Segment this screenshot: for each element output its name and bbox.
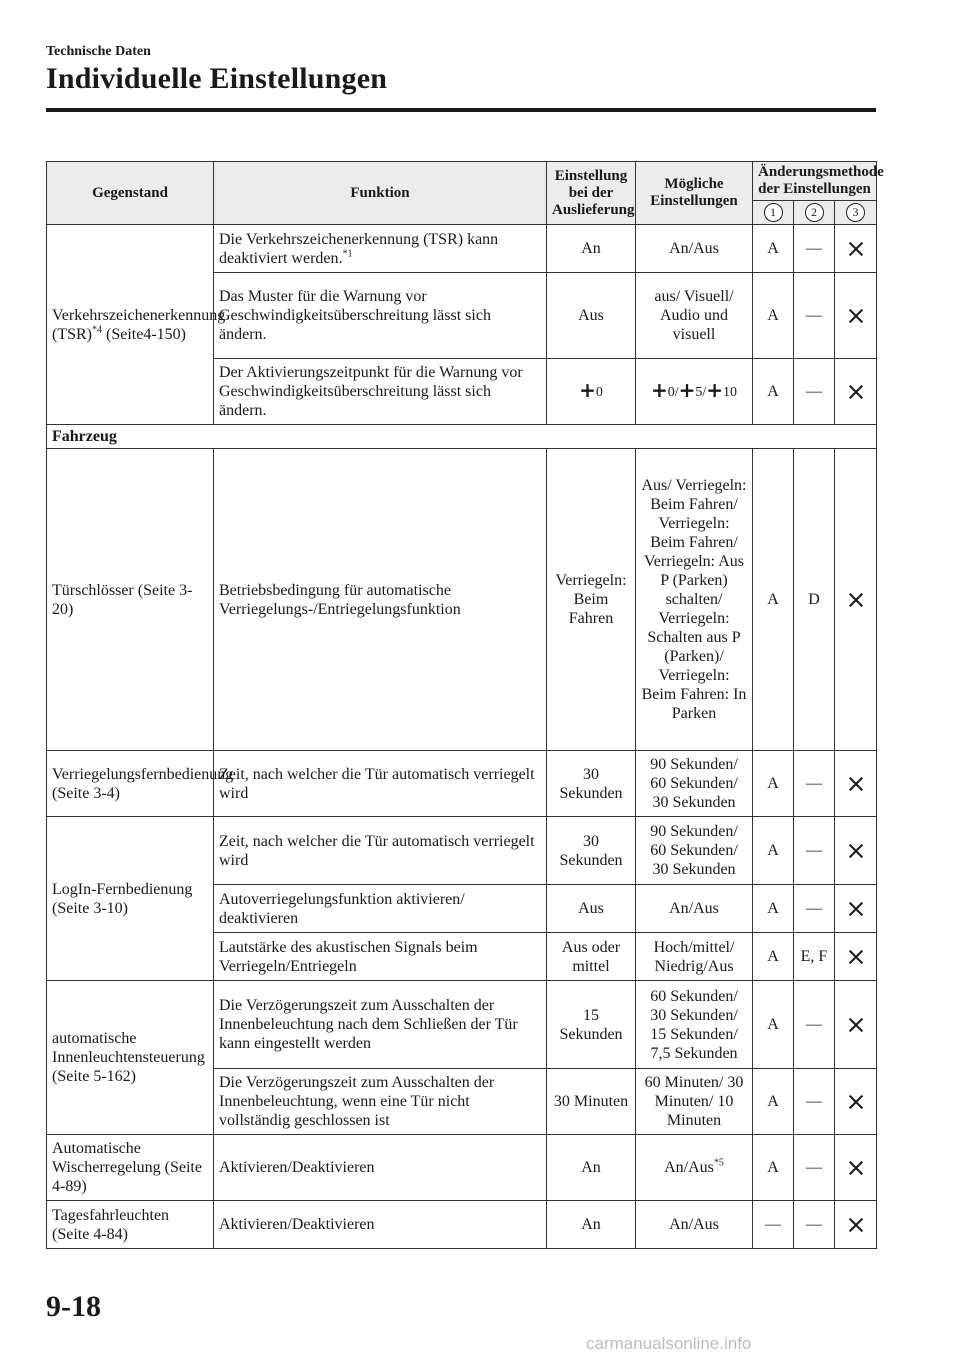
factory-cell: Aus <box>547 885 636 933</box>
cross-icon <box>848 1094 864 1110</box>
method3-cell <box>835 1069 877 1135</box>
header-possible: Mögliche Einstellungen <box>636 162 753 225</box>
factory-cell: Aus oder mittel <box>547 933 636 981</box>
cross-icon <box>848 1017 864 1033</box>
plus-icon: + <box>706 377 724 402</box>
header-function: Funktion <box>214 162 547 225</box>
method2-cell: — <box>794 273 835 359</box>
possible-cell: 90 Sekunden/ 60 Sekunden/ 30 Sekunden <box>636 751 753 817</box>
function-cell: Lautstärke des akustischen Signals beim Verriegeln/Entriegeln <box>214 933 547 981</box>
item-cell: Automatische Wischerregelung (Seite 4-89) <box>47 1135 214 1201</box>
function-cell: Aktivieren/Deaktivieren <box>214 1135 547 1201</box>
possible-cell: An/Aus <box>636 885 753 933</box>
item-cell: automatische Innenleuchtensteuerung (Seite 5-162) <box>47 981 214 1135</box>
possible-cell: An/Aus$^{*5}$ <box>636 1135 753 1201</box>
possible-cell: An/Aus <box>636 1201 753 1249</box>
method3-cell <box>835 817 877 885</box>
method3-cell <box>835 273 877 359</box>
factory-cell: An <box>547 1135 636 1201</box>
possible-cell: Aus/ Verriegeln: Beim Fahren/ Verriegeln: Beim Fahren/ Verriegeln: Aus P (Parken) schalten/ Verriegeln: Schalten aus P (Parken)/ Verriegeln: Beim Fahren: In Parken <box>636 449 753 751</box>
cross-icon <box>848 843 864 859</box>
cross-icon <box>848 308 864 324</box>
factory-cell: 30 Sekunden <box>547 817 636 885</box>
cross-icon <box>848 1217 864 1233</box>
method1-cell: A <box>753 1135 794 1201</box>
method2-cell: — <box>794 885 835 933</box>
circled-number-2: 2 <box>805 203 824 222</box>
table-row <box>47 751 877 817</box>
method1-cell: A <box>753 449 794 751</box>
group-row <box>47 425 877 449</box>
factory-cell: Verriegeln: Beim Fahren <box>547 449 636 751</box>
possible-cell: aus/ Visuell/ Audio und visuell <box>636 273 753 359</box>
table-row <box>47 981 877 1069</box>
function-cell: Die Verzögerungszeit zum Ausschalten der Innenbeleuchtung nach dem Schließen der Tür kann eingestellt werden <box>214 981 547 1069</box>
possible-cell: Hoch/mittel/ Niedrig/Aus <box>636 933 753 981</box>
method3-cell <box>835 885 877 933</box>
factory-cell: 30 Minuten <box>547 1069 636 1135</box>
factory-cell: 30 Sekunden <box>547 751 636 817</box>
factory-cell: Aus <box>547 273 636 359</box>
method2-cell: — <box>794 981 835 1069</box>
table-row <box>47 817 877 885</box>
possible-cell: 90 Sekunden/ 60 Sekunden/ 30 Sekunden <box>636 817 753 885</box>
method1-cell: — <box>753 1201 794 1249</box>
cross-icon <box>848 949 864 965</box>
method2-cell: — <box>794 817 835 885</box>
watermark: carmanualsonline.info <box>586 1334 752 1353</box>
item-cell: Tagesfahrleuchten (Seite 4-84) <box>47 1201 214 1249</box>
method3-cell <box>835 449 877 751</box>
plus-icon: + <box>579 377 596 402</box>
method1-cell: A <box>753 225 794 273</box>
item-cell: Verriegelungsfernbedienung (Seite 3-4) <box>47 751 214 817</box>
header-method: Änderungsmethode der Einstellungen <box>753 162 877 201</box>
table-row <box>47 1201 877 1249</box>
method1-cell: A <box>753 751 794 817</box>
method2-cell: — <box>794 359 835 425</box>
page-number: 9-18 <box>46 1290 101 1323</box>
method1-cell: A <box>753 817 794 885</box>
table-row <box>47 1135 877 1201</box>
table-header-row <box>47 162 877 201</box>
method2-cell: — <box>794 751 835 817</box>
function-cell: Zeit, nach welcher die Tür automatisch verriegelt wird <box>214 751 547 817</box>
table-row <box>47 449 877 751</box>
title-rule <box>46 108 876 112</box>
circled-number-3: 3 <box>846 203 865 222</box>
function-cell: Zeit, nach welcher die Tür automatisch verriegelt wird <box>214 817 547 885</box>
factory-cell: 15 Sekunden <box>547 981 636 1069</box>
factory-cell: An <box>547 1201 636 1249</box>
header-item: Gegenstand <box>47 162 214 225</box>
method1-cell: A <box>753 1069 794 1135</box>
header-method-1 <box>753 201 794 225</box>
cross-icon <box>848 901 864 917</box>
factory-cell: +0 <box>547 359 636 425</box>
header-factory: Einstellung bei der Auslieferung <box>547 162 636 225</box>
possible-cell: 60 Minuten/ 30 Minuten/ 10 Minuten <box>636 1069 753 1135</box>
plus-icon: + <box>678 377 696 402</box>
method2-cell: — <box>794 1069 835 1135</box>
method2-cell: — <box>794 1201 835 1249</box>
item-cell: Türschlösser (Seite 3-20) <box>47 449 214 751</box>
function-cell: Der Aktivierungszeitpunkt für die Warnung vor Geschwindigkeitsüberschreitung lässt sich ändern. <box>214 359 547 425</box>
method1-cell: A <box>753 359 794 425</box>
group-vehicle: Fahrzeug <box>47 425 877 449</box>
cross-icon <box>848 776 864 792</box>
cross-icon <box>848 1160 864 1176</box>
method3-cell <box>835 981 877 1069</box>
method2-cell: E, F <box>794 933 835 981</box>
method1-cell: A <box>753 981 794 1069</box>
plus-icon: + <box>650 377 668 402</box>
function-cell: Das Muster für die Warnung vor Geschwindigkeitsüberschreitung lässt sich ändern. <box>214 273 547 359</box>
method2-cell: D <box>794 449 835 751</box>
method1-cell: A <box>753 273 794 359</box>
settings-table <box>46 161 884 1249</box>
function-cell: Autoverriegelungsfunktion aktivieren/ deaktivieren <box>214 885 547 933</box>
method3-cell <box>835 1201 877 1249</box>
factory-cell: An <box>547 225 636 273</box>
possible-cell: An/Aus <box>636 225 753 273</box>
function-cell: Die Verzögerungszeit zum Ausschalten der Innenbeleuchtung, wenn eine Tür nicht vollständig geschlossen ist <box>214 1069 547 1135</box>
item-cell: Verkehrszeichenerkennung (TSR)$^{*4}$ (Seite4-150) <box>47 225 214 425</box>
method3-cell <box>835 933 877 981</box>
method1-cell: A <box>753 933 794 981</box>
method2-cell: — <box>794 225 835 273</box>
page-title: Individuelle Einstellungen <box>46 62 388 95</box>
method3-cell <box>835 751 877 817</box>
section-label: Technische Daten <box>46 44 151 59</box>
table-row <box>47 225 877 273</box>
method1-cell: A <box>753 885 794 933</box>
function-cell: Betriebsbedingung für automatische Verriegelungs-/Entriegelungsfunktion <box>214 449 547 751</box>
method2-cell: — <box>794 1135 835 1201</box>
cross-icon <box>848 241 864 257</box>
method3-cell <box>835 225 877 273</box>
header-method-3 <box>835 201 877 225</box>
method3-cell <box>835 1135 877 1201</box>
item-cell: LogIn-Fernbedienung (Seite 3-10) <box>47 817 214 981</box>
function-cell: Aktivieren/Deaktivieren <box>214 1201 547 1249</box>
possible-cell: +0/+5/+10 <box>636 359 753 425</box>
possible-cell: 60 Sekunden/ 30 Sekunden/ 15 Sekunden/ 7,5 Sekunden <box>636 981 753 1069</box>
header-method-2 <box>794 201 835 225</box>
circled-number-1: 1 <box>764 203 783 222</box>
cross-icon <box>848 384 864 400</box>
method3-cell <box>835 359 877 425</box>
function-cell: Die Verkehrszeichenerkennung (TSR) kann deaktiviert werden.$^{*1}$ <box>214 225 547 273</box>
cross-icon <box>848 592 864 608</box>
